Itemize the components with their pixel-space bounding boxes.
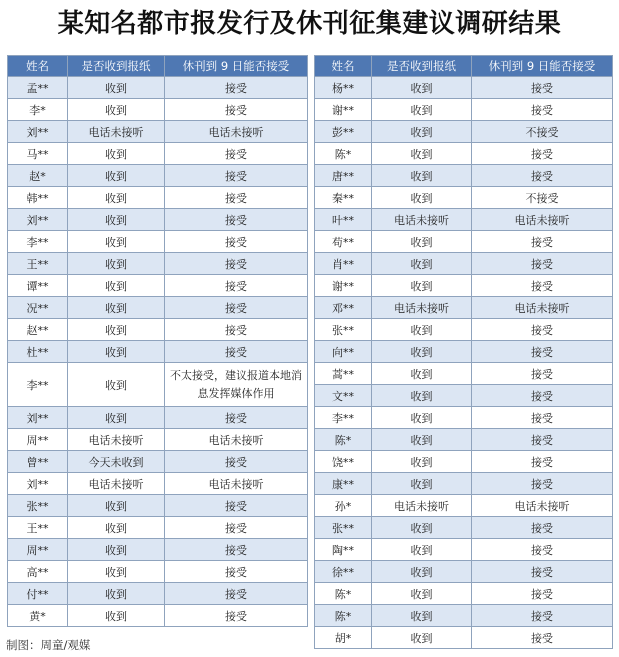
- cell-accept: 接受: [472, 627, 613, 649]
- table-row: [315, 627, 613, 649]
- cell-accept: 接受: [165, 209, 308, 231]
- cell-received: 电话未接听: [372, 209, 472, 231]
- cell-accept: 接受: [472, 473, 613, 495]
- table-row: [8, 341, 308, 363]
- cell-received: 收到: [372, 275, 472, 297]
- table-row: [8, 451, 308, 473]
- table-row: [8, 77, 308, 99]
- table-row: [8, 583, 308, 605]
- table-row: [8, 561, 308, 583]
- cell-name: 康**: [315, 473, 372, 495]
- cell-accept: 接受: [472, 429, 613, 451]
- cell-accept: 接受: [472, 407, 613, 429]
- cell-received: 收到: [372, 99, 472, 121]
- cell-received: 电话未接听: [68, 473, 165, 495]
- cell-accept: 不接受: [472, 121, 613, 143]
- cell-name: 李**: [8, 231, 68, 253]
- cell-accept: 接受: [165, 187, 308, 209]
- cell-accept: 接受: [165, 561, 308, 583]
- cell-name: 孟**: [8, 77, 68, 99]
- cell-received: 收到: [68, 539, 165, 561]
- cell-accept: 接受: [472, 583, 613, 605]
- table-row: [315, 187, 613, 209]
- table-row: [8, 143, 308, 165]
- cell-name: 谢**: [315, 275, 372, 297]
- cell-name: 赵**: [8, 319, 68, 341]
- cell-received: 收到: [372, 539, 472, 561]
- cell-received: 收到: [372, 473, 472, 495]
- cell-accept: 接受: [165, 583, 308, 605]
- cell-received: 收到: [372, 143, 472, 165]
- table-row: [8, 121, 308, 143]
- cell-received: 收到: [68, 495, 165, 517]
- table-row: [315, 561, 613, 583]
- table-row: [315, 583, 613, 605]
- table-row: [315, 495, 613, 517]
- cell-accept: 接受: [165, 539, 308, 561]
- cell-name: 陈*: [315, 429, 372, 451]
- cell-accept: 接受: [472, 385, 613, 407]
- cell-received: 收到: [372, 341, 472, 363]
- cell-name: 张**: [8, 495, 68, 517]
- header-name: 姓名: [8, 56, 68, 77]
- cell-accept: 接受: [165, 143, 308, 165]
- table-row: [8, 319, 308, 341]
- cell-accept: 接受: [165, 407, 308, 429]
- cell-name: 陈*: [315, 583, 372, 605]
- cell-name: 黄*: [8, 605, 68, 627]
- cell-name: 李**: [8, 363, 68, 407]
- cell-accept: 接受: [165, 319, 308, 341]
- header-received: 是否收到报纸: [68, 56, 165, 77]
- cell-accept: 接受: [165, 517, 308, 539]
- cell-received: 收到: [372, 165, 472, 187]
- cell-name: 马**: [8, 143, 68, 165]
- cell-received: 收到: [68, 583, 165, 605]
- table-row: [315, 143, 613, 165]
- cell-received: 收到: [68, 297, 165, 319]
- cell-name: 刘**: [8, 121, 68, 143]
- table-row: [8, 473, 308, 495]
- table-row: [315, 275, 613, 297]
- table-row: [8, 187, 308, 209]
- table-row: [315, 253, 613, 275]
- table-row: [315, 517, 613, 539]
- cell-name: 张**: [315, 319, 372, 341]
- cell-name: 文**: [315, 385, 372, 407]
- cell-accept: 不太接受，建议报道本地消息发挥媒体作用: [165, 363, 308, 407]
- table-row: [8, 495, 308, 517]
- cell-received: 收到: [372, 517, 472, 539]
- cell-name: 刘**: [8, 209, 68, 231]
- cell-accept: 接受: [472, 605, 613, 627]
- cell-accept: 接受: [472, 363, 613, 385]
- cell-accept: 接受: [165, 99, 308, 121]
- cell-received: 收到: [68, 165, 165, 187]
- cell-name: 张**: [315, 517, 372, 539]
- table-row: [315, 209, 613, 231]
- table-row: [8, 429, 308, 451]
- cell-name: 孙*: [315, 495, 372, 517]
- page-title: 某知名都市报发行及休刊征集建议调研结果: [57, 9, 562, 39]
- cell-name: 刘**: [8, 407, 68, 429]
- cell-received: 收到: [372, 231, 472, 253]
- table-row: [315, 165, 613, 187]
- cell-received: 收到: [68, 561, 165, 583]
- cell-accept: 接受: [165, 253, 308, 275]
- cell-accept: 接受: [472, 539, 613, 561]
- cell-received: 电话未接听: [372, 495, 472, 517]
- cell-name: 高**: [8, 561, 68, 583]
- cell-name: 王**: [8, 253, 68, 275]
- cell-name: 徐**: [315, 561, 372, 583]
- cell-accept: 接受: [472, 77, 613, 99]
- cell-name: 谢**: [315, 99, 372, 121]
- cell-accept: 接受: [472, 341, 613, 363]
- table-row: [315, 539, 613, 561]
- header-received: 是否收到报纸: [372, 56, 472, 77]
- cell-name: 向**: [315, 341, 372, 363]
- cell-name: 赵*: [8, 165, 68, 187]
- cell-accept: 接受: [472, 165, 613, 187]
- table-row: [315, 451, 613, 473]
- cell-received: 收到: [68, 143, 165, 165]
- table-row: [8, 253, 308, 275]
- table-row: [315, 429, 613, 451]
- cell-received: 收到: [68, 99, 165, 121]
- cell-received: 收到: [68, 341, 165, 363]
- cell-accept: 电话未接听: [165, 429, 308, 451]
- cell-accept: 接受: [472, 561, 613, 583]
- cell-accept: 接受: [165, 451, 308, 473]
- table-row: [8, 165, 308, 187]
- cell-accept: 接受: [472, 517, 613, 539]
- cell-received: 收到: [68, 605, 165, 627]
- cell-accept: 电话未接听: [165, 121, 308, 143]
- table-header-row: [8, 56, 308, 77]
- cell-accept: 接受: [165, 77, 308, 99]
- cell-received: 收到: [68, 209, 165, 231]
- cell-received: 电话未接听: [68, 121, 165, 143]
- table-row: [315, 341, 613, 363]
- table-row: [315, 385, 613, 407]
- header-name: 姓名: [315, 56, 372, 77]
- table-row: [8, 275, 308, 297]
- cell-accept: 接受: [165, 297, 308, 319]
- table-row: [8, 363, 308, 407]
- cell-accept: 接受: [472, 253, 613, 275]
- table-row: [8, 539, 308, 561]
- table-row: [315, 407, 613, 429]
- table-row: [8, 407, 308, 429]
- table-header-row: [315, 56, 613, 77]
- cell-name: 周**: [8, 539, 68, 561]
- cell-accept: 接受: [165, 275, 308, 297]
- cell-accept: 接受: [472, 451, 613, 473]
- cell-name: 李*: [8, 99, 68, 121]
- table-row: [315, 473, 613, 495]
- cell-accept: 不接受: [472, 187, 613, 209]
- cell-name: 付**: [8, 583, 68, 605]
- cell-name: 陈*: [315, 143, 372, 165]
- cell-accept: 接受: [165, 605, 308, 627]
- header-accept: 休刊到 9 日能否接受: [165, 56, 308, 77]
- cell-name: 李**: [315, 407, 372, 429]
- cell-received: 今天未收到: [68, 451, 165, 473]
- cell-received: 收到: [372, 363, 472, 385]
- cell-received: 收到: [372, 319, 472, 341]
- cell-received: 收到: [372, 121, 472, 143]
- table-row: [315, 319, 613, 341]
- table-row: [315, 363, 613, 385]
- cell-name: 彭**: [315, 121, 372, 143]
- cell-name: 胡*: [315, 627, 372, 649]
- cell-received: 电话未接听: [68, 429, 165, 451]
- cell-received: 收到: [68, 319, 165, 341]
- cell-accept: 接受: [165, 231, 308, 253]
- cell-name: 邓**: [315, 297, 372, 319]
- cell-accept: 接受: [165, 341, 308, 363]
- table-row: [8, 231, 308, 253]
- cell-name: 陶**: [315, 539, 372, 561]
- table-row: [8, 605, 308, 627]
- cell-received: 收到: [68, 407, 165, 429]
- cell-accept: 电话未接听: [472, 297, 613, 319]
- survey-table-left: [7, 55, 308, 627]
- cell-name: 陈*: [315, 605, 372, 627]
- cell-received: 收到: [68, 517, 165, 539]
- cell-received: 收到: [372, 253, 472, 275]
- cell-received: 收到: [372, 627, 472, 649]
- cell-name: 肖**: [315, 253, 372, 275]
- header-accept: 休刊到 9 日能否接受: [472, 56, 613, 77]
- cell-accept: 电话未接听: [472, 209, 613, 231]
- cell-accept: 接受: [472, 99, 613, 121]
- cell-received: 收到: [68, 187, 165, 209]
- cell-name: 秦**: [315, 187, 372, 209]
- cell-name: 唐**: [315, 165, 372, 187]
- cell-received: 收到: [68, 77, 165, 99]
- cell-name: 杜**: [8, 341, 68, 363]
- cell-name: 曾**: [8, 451, 68, 473]
- cell-accept: 电话未接听: [165, 473, 308, 495]
- table-row: [315, 77, 613, 99]
- cell-received: 收到: [372, 385, 472, 407]
- cell-name: 饶**: [315, 451, 372, 473]
- cell-accept: 接受: [472, 231, 613, 253]
- cell-name: 韩**: [8, 187, 68, 209]
- cell-accept: 接受: [472, 143, 613, 165]
- cell-name: 刘**: [8, 473, 68, 495]
- cell-name: 苟**: [315, 231, 372, 253]
- cell-received: 收到: [372, 429, 472, 451]
- table-row: [8, 209, 308, 231]
- cell-received: 收到: [372, 561, 472, 583]
- cell-received: 收到: [372, 77, 472, 99]
- table-row: [315, 605, 613, 627]
- cell-name: 谭**: [8, 275, 68, 297]
- cell-name: 王**: [8, 517, 68, 539]
- cell-accept: 电话未接听: [472, 495, 613, 517]
- cell-received: 收到: [68, 275, 165, 297]
- table-row: [8, 517, 308, 539]
- cell-received: 收到: [68, 363, 165, 407]
- cell-received: 收到: [372, 187, 472, 209]
- cell-accept: 接受: [472, 319, 613, 341]
- table-row: [315, 99, 613, 121]
- cell-name: 况**: [8, 297, 68, 319]
- cell-received: 电话未接听: [372, 297, 472, 319]
- survey-table-right: [314, 55, 613, 649]
- credit-note: 制图：周童/观媒: [6, 638, 91, 652]
- table-row: [315, 121, 613, 143]
- cell-accept: 接受: [165, 165, 308, 187]
- cell-name: 叶**: [315, 209, 372, 231]
- table-row: [8, 297, 308, 319]
- cell-received: 收到: [68, 253, 165, 275]
- cell-name: 周**: [8, 429, 68, 451]
- cell-received: 收到: [372, 605, 472, 627]
- table-row: [315, 231, 613, 253]
- cell-accept: 接受: [165, 495, 308, 517]
- table-row: [8, 99, 308, 121]
- cell-received: 收到: [372, 583, 472, 605]
- cell-name: 蒿**: [315, 363, 372, 385]
- cell-received: 收到: [68, 231, 165, 253]
- table-row: [315, 297, 613, 319]
- cell-accept: 接受: [472, 275, 613, 297]
- cell-received: 收到: [372, 451, 472, 473]
- cell-received: 收到: [372, 407, 472, 429]
- cell-name: 杨**: [315, 77, 372, 99]
